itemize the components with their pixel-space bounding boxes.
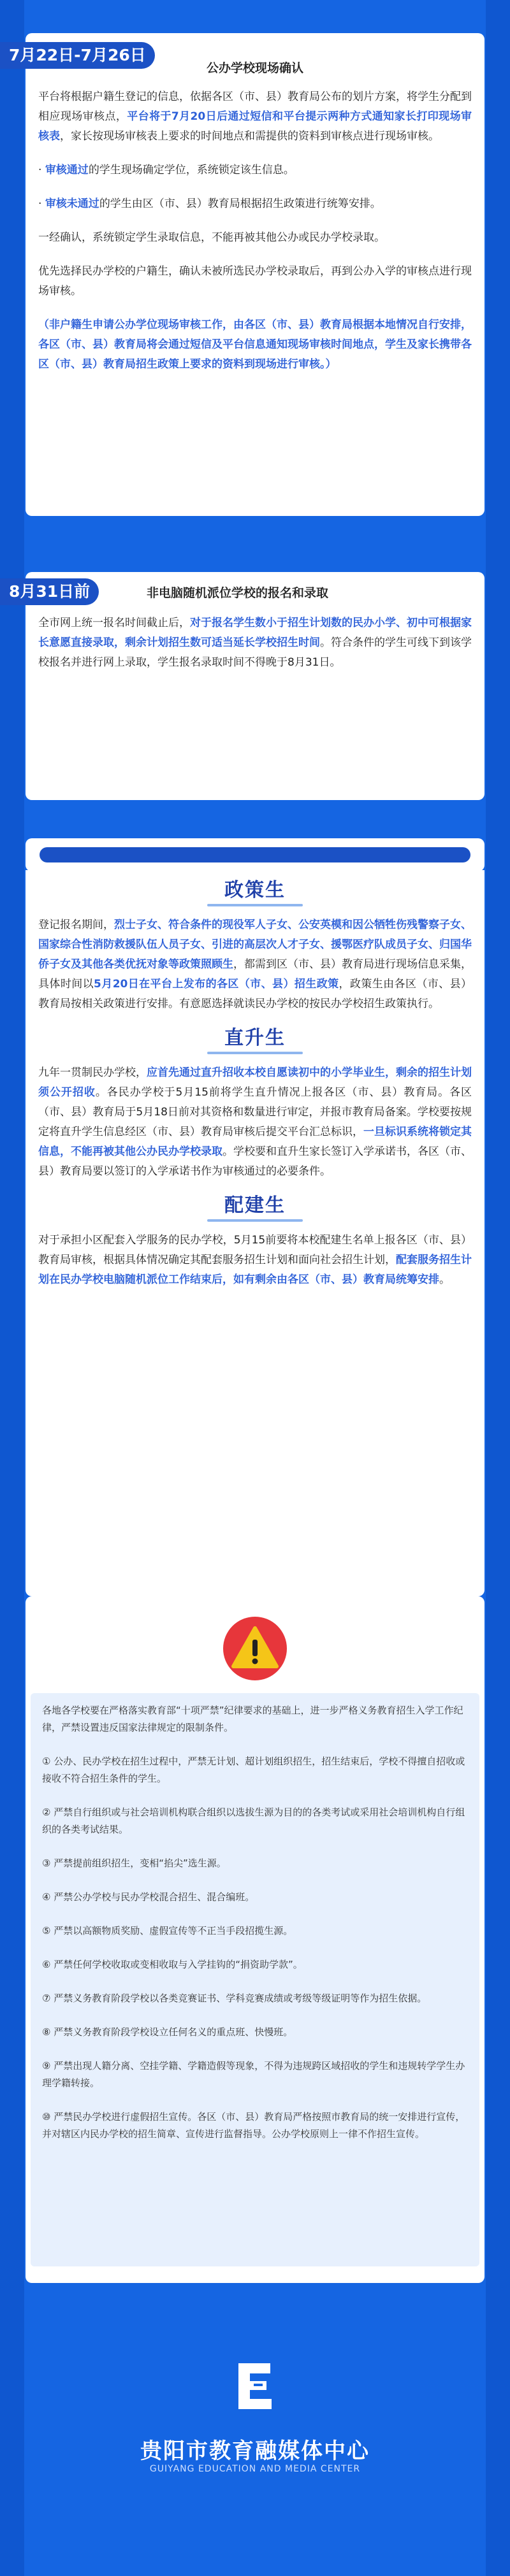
bullet-rejected: · 审核未通过的学生由区（市、县）教育局根据招生政策进行统筹安排。 [38, 197, 381, 210]
rule-item: ⑥ 严禁任何学校收取或变相收取与入学挂钩的“捐资助学款”。 [42, 1959, 303, 1970]
paragraph-intro: 平台将根据户籍生登记的信息，依据各区（市、县）教育局公布的划片方案，将学生分配到相应现场审核点，平台将于7月20日后通过短信和平台提示两种方式通知家长打印现场审核表，家长按现场审核表上要求的时间地点和需提供的资料到审核点进行现场审核。 [38, 90, 472, 143]
heading-direct-promotion: 直升生 [224, 1027, 286, 1049]
rule-item: ⑨ 严禁出现人籍分离、空挂学籍、学籍造假等现象，不得为违规跨区域招收的学生和违规转学学生办理学籍转接。 [42, 2060, 465, 2089]
separator-card [26, 838, 484, 871]
rules-list [31, 1753, 479, 2143]
paragraph-direct-promotion: 九年一贯制民办学校，应首先通过直升招收本校自愿读初中的小学毕业生，剩余的招生计划须公开招收。各民办学校于5月15前将学生直升情况上报各区（市、县）教育局。各区（市、县）教育局于5月18日前对其资格和数量进行审定，并报市教育局备案。学校要按规定将直升学生信息经区（市、县）教育局审核后提交平台汇总标识，一旦标识系统将锁定其信息，不能再被其他公办民办学校录取。学校要和直升生家长签订入学承诺书，各区（市、县）教育局要以签订的入学承诺书作为审核通过的必要条件。 [38, 1066, 472, 1178]
warning-icon [223, 1617, 287, 1680]
highlight-notice: 平台将于7月20日后通过短信和平台提示两种方式通知家长打印现场审核表 [38, 110, 472, 143]
heading-underline [207, 1219, 303, 1222]
section-title: 公办学校现场确认 [206, 61, 303, 75]
date-tag-section1: 7月22日-7月26日 [0, 42, 155, 69]
logo [224, 2354, 286, 2415]
date-tag-section2: 8月31日前 [0, 578, 99, 605]
heading-underline [207, 904, 303, 906]
section-non-random-admission [26, 572, 484, 800]
section-title: 非电脑随机派位学校的报名和录取 [147, 586, 329, 600]
section-special-students [26, 870, 484, 1596]
logo-mark-icon [224, 2354, 286, 2415]
footer-org-name-en: GUIYANG EDUCATION AND MEDIA CENTER [149, 2464, 361, 2474]
rule-item: ⑤ 严禁以高额物质奖励、虚假宣传等不正当手段招揽生源。 [42, 1925, 293, 1936]
heading-underline [207, 1052, 303, 1054]
rule-item: ② 严禁自行组织或与社会培训机构联合组织以选拔生源为目的的各类考试或采用社会培训机构自行组织的各类考试结果。 [42, 1807, 465, 1835]
rules-intro: 各地各学校要在严格落实教育部“十项严禁”纪律要求的基础上，进一步严格义务教育招生入学工作纪律，严禁设置违反国家法律规定的限制条件。 [42, 1705, 463, 1733]
background-stripe-left [0, 0, 24, 2576]
paragraph-note: （非户籍生申请公办学位现场审核工作，由各区（市、县）教育局根据本地情况自行安排，各区（市、县）教育局将会通过短信及平台信息通知现场审核时间地点，学生及家长携带各区（市、县）教育局招生政策上要求的资料到现场进行审核。） [38, 318, 472, 371]
rule-item: ④ 严禁公办学校与民办学校混合招生、混合编班。 [42, 1891, 255, 1903]
section-onsite-confirmation [26, 33, 484, 516]
paragraph-private-first: 优先选择民办学校的户籍生，确认未被所选民办学校录取后，再到公办入学的审核点进行现场审核。 [38, 265, 472, 297]
warning-circle [223, 1617, 287, 1680]
paragraph-deadline: 全市网上统一报名时间截止后，对于报名学生数小于招生计划数的民办小学、初中可根据家长意愿直接录取，剩余计划招生数可适当延长学校招生时间。符合条件的学生可线下到该学校报名并进行网上录取，学生报名录取时间不得晚于8月31日。 [38, 617, 472, 669]
highlight-direct-admission: 对于报名学生数小于招生计划数的民办小学、初中可根据家长意愿直接录取，剩余计划招生数可适当延长学校招生时间 [38, 617, 472, 649]
rule-item: ⑧ 严禁义务教育阶段学校设立任何名义的重点班、快慢班。 [42, 2026, 293, 2038]
rule-item: ⑩ 严禁民办学校进行虚假招生宣传。各区（市、县）教育局严格按照市教育局的统一安排进行宣传，并对辖区内民办学校的招生简章、宣传进行监督指导。公办学校原则上一律不作招生宣传。 [42, 2111, 465, 2140]
separator-bar [40, 847, 470, 862]
rule-item: ① 公办、民办学校在招生过程中，严禁无计划、超计划组织招生，招生结束后，学校不得擅自招收或接收不符合招生条件的学生。 [42, 1756, 465, 1784]
paragraph-policy: 登记报名期间，烈士子女、符合条件的现役军人子女、公安英模和因公牺牲伤残警察子女、国家综合性消防救援队伍人员子女、引进的高层次人才子女、援鄂医疗队成员子女、归国华侨子女及其他各类优抚对象等政策照顾生，都需到区（市、县）教育局进行现场信息采集，具体时间以5月20日在平台上发布的各区（市、县）招生政策，政策生由各区（市、县）教育局按相关政策进行安排。有意愿选择就读民办学校的按民办学校招生政策执行。 [38, 919, 472, 1010]
background-stripe-right [486, 0, 510, 2576]
bullet-approved: · 审核通过的学生现场确定学位，系统锁定该生信息。 [38, 164, 295, 176]
heading-supporting-students: 配建生 [224, 1194, 286, 1217]
rule-item: ⑦ 严禁义务教育阶段学校以各类竞赛证书、学科竞赛成绩或考级等级证明等作为招生依据。 [42, 1993, 427, 2004]
rule-item: ③ 严禁提前组织招生，变相“掐尖”选生源。 [42, 1857, 226, 1869]
paragraph-lock: 一经确认，系统锁定学生录取信息，不能再被其他公办或民办学校录取。 [38, 231, 385, 244]
heading-policy-students: 政策生 [224, 879, 286, 901]
paragraph-supporting: 对于承担小区配套入学服务的民办学校，5月15前要将本校配建生名单上报各区（市、县）教育局审核，根据具体情况确定其配套服务招生计划和面向社会招生计划，配套服务招生计划在民办学校电脑随机派位工作结束后，如有剩余由各区（市、县）教育局统筹安排。 [38, 1234, 472, 1286]
footer-org-name: 贵阳市教育融媒体中心 [140, 2438, 370, 2464]
rules-box [31, 1693, 479, 2266]
